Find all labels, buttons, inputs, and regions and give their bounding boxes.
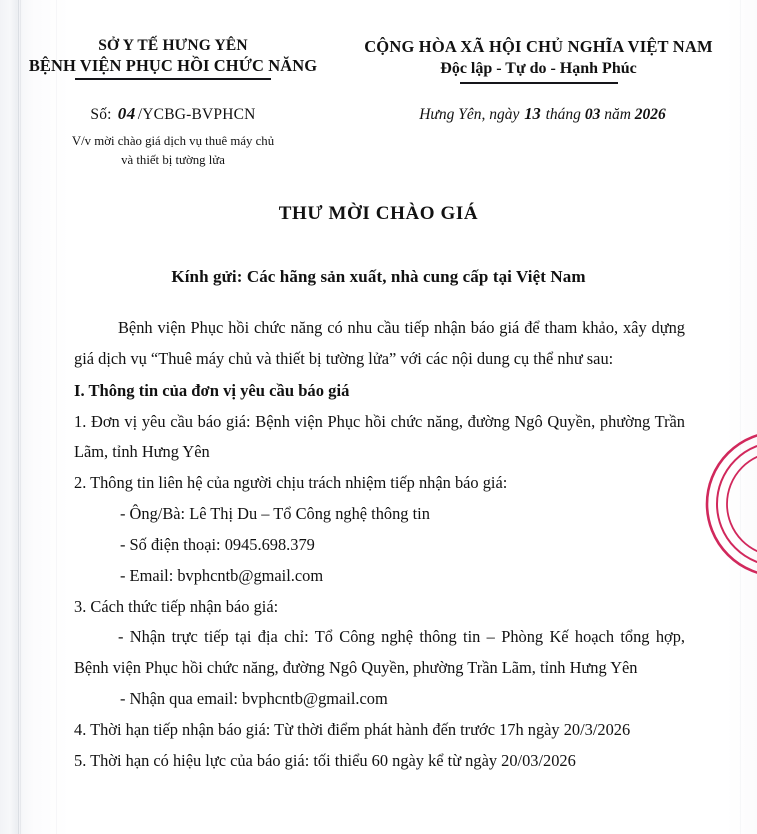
header-underline-right xyxy=(460,82,618,84)
date-month-value: 03 xyxy=(584,106,601,124)
document-header xyxy=(0,0,757,84)
body-intro-paragraph: Bệnh viện Phục hồi chức năng có nhu cầu tiếp nhận báo giá để tham khảo, xây dựng giá dịch vụ “Thuê máy chủ và thiết bị tường lửa” với các nội dung cụ thể như sau: xyxy=(74,318,685,369)
date-year-value: 2026 xyxy=(634,106,666,124)
body-item-2-contact: - Ông/Bà: Lê Thị Du – Tổ Công nghệ thông tin xyxy=(120,504,430,524)
body-item-2: 2. Thông tin liên hệ của người chịu trách nhiệm tiếp nhận báo giá: xyxy=(74,473,508,493)
document-title: THƯ MỜI CHÀO GIÁ xyxy=(278,203,479,225)
issuing-organization-name: BỆNH VIỆN PHỤC HỒI CHỨC NĂNG xyxy=(28,55,318,75)
body-item-1: 1. Đơn vị yêu cầu báo giá: Bệnh viện Phục hồi chức năng, đường Ngô Quyền, phường Trần Lãm, tỉnh Hưng Yên xyxy=(74,411,685,462)
body-item-4: 4. Thời hạn tiếp nhận báo giá: Từ thời điểm phát hành đến trước 17h ngày 20/3/2026 xyxy=(74,719,631,739)
national-motto: Độc lập - Tự do - Hạnh Phúc xyxy=(440,60,637,78)
date-month-label: tháng xyxy=(545,106,581,124)
document-subject-block xyxy=(0,132,338,169)
document-number-block xyxy=(0,104,338,124)
document-number-label: Số: xyxy=(90,106,112,124)
body-item-2-phone: - Số điện thoại: 0945.698.379 xyxy=(120,534,315,554)
body-item-3-direct: - Nhận trực tiếp tại địa chỉ: Tổ Công nghệ thông tin – Phòng Kế hoạch tổng hợp, Bệnh viện Phục hồi chức năng, đường Ngô Quyền, phường Trần Lãm, tỉnh Hưng Yên xyxy=(74,627,685,678)
subject-line-2: và thiết bị tường lửa xyxy=(121,152,225,167)
place-prefix: Hưng Yên, ngày xyxy=(419,106,520,124)
place-and-date xyxy=(338,104,747,124)
document-meta-row xyxy=(0,104,757,124)
place-date-block xyxy=(338,104,757,124)
body-item-3-email: - Nhận qua email: bvphcntb@gmail.com xyxy=(120,689,388,709)
subject-line-1: V/v mời chào giá dịch vụ thuê máy chủ xyxy=(71,134,275,149)
document-body xyxy=(0,313,757,776)
body-item-2-email: - Email: bvphcntb@gmail.com xyxy=(120,565,324,585)
header-underline-left xyxy=(75,78,271,80)
document-number-handwritten-value: 04 xyxy=(117,104,136,124)
supervising-authority-name: SỞ Y TẾ HƯNG YÊN xyxy=(98,37,248,54)
body-item-3: 3. Cách thức tiếp nhận báo giá: xyxy=(74,596,279,616)
recipient-line: Kính gửi: Các hãng sản xuất, nhà cung cấp tại Việt Nam xyxy=(171,267,586,287)
document-number-suffix: /YCBG-BVPHCN xyxy=(137,106,256,124)
national-heading-block xyxy=(338,36,757,84)
date-day-handwritten: 13 xyxy=(524,104,541,124)
date-year-label: năm xyxy=(604,106,631,124)
document-number xyxy=(8,104,338,124)
body-item-5-clipped: 5. Thời hạn có hiệu lực của báo giá: tối thiểu 60 ngày kể từ ngày 20/03/2026 xyxy=(74,750,576,770)
country-name: CỘNG HÒA XÃ HỘI CHỦ NGHĨA VIỆT NAM xyxy=(364,37,713,56)
section-heading-1: I. Thông tin của đơn vị yêu cầu báo giá xyxy=(74,381,350,401)
issuing-organization-block xyxy=(0,36,338,80)
